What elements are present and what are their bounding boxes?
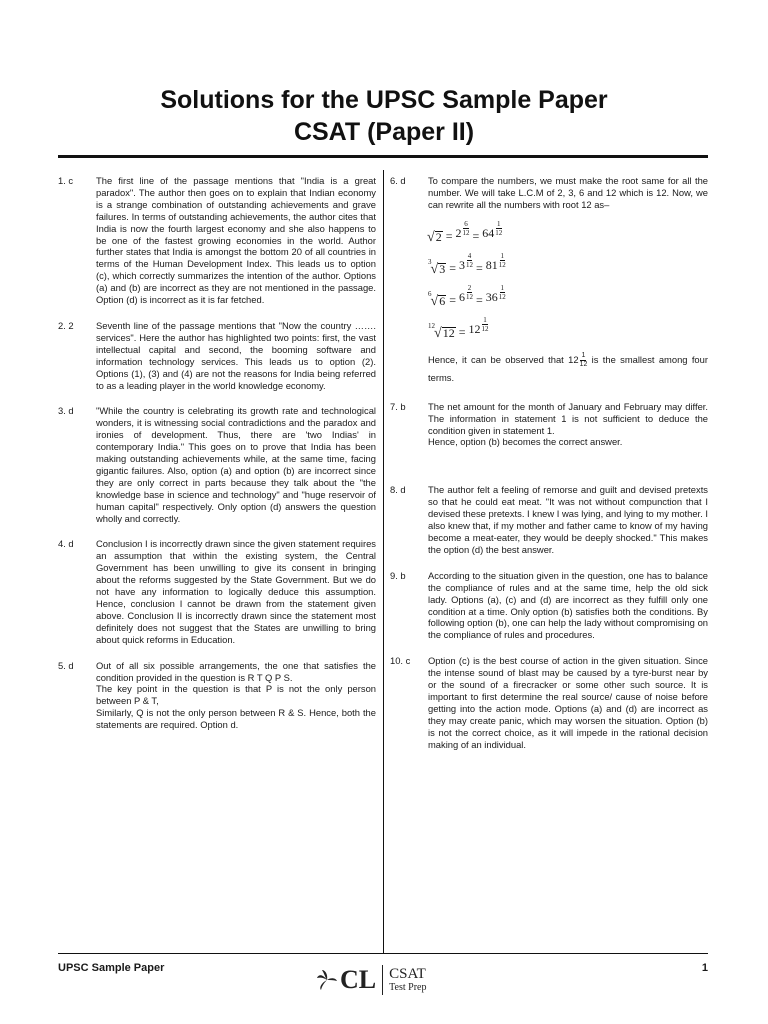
answer-number: 2. 2 [58,319,74,331]
answer-text: Similarly, Q is not the only person between R & S. Hence, both the statements are required. Option d. [96,707,376,731]
logo-csat: CSAT [389,966,426,982]
answer-number: 1. c [58,175,74,186]
answer-text: "While the country is celebrating its growth rate and technological wonders, it is witnessing social contradictions and the paradox and ironies of development. Thus, there are 'two Indias' in contemporary India." This goes on to prove that India has been making outstanding achievements while, at the same time, facing gigantic failures. Also, option (a) and option (b) are incorrect since they are only correct in parts because they talk about the "the knowledge base in science and technology" and "huge reservoir of human capital" respectively. Only option (d) answers the question wholly and correctly. [96,405,376,524]
answer-text: Hence, it can be observed that 12 $\frac{1}{12}$ is the smallest among four terms. [428,351,708,383]
footer-divider [58,953,708,954]
answer-text: According to the situation given in the question, one has to balance the compliance of rules and at the same time, help the old sick lady. Options (a), (c) and (d) are incorrect as they fulfill only one condition at a time. Only option (b) satisfies both the conditions. By following option (b), one can help the lady without compromising on the compliance of rules and procedures. [428,569,708,641]
answer-item [390,570,708,641]
brand-logo [316,964,426,996]
answer-item [58,660,376,731]
page-number: 1 [701,962,708,974]
equation-row: √ 2 = 2 $\frac{6}{12}$ = 64 $\frac{1}{12}$ [427,220,503,246]
top-divider [58,155,708,158]
answer-item [390,175,708,387]
right-column [390,175,708,764]
answer-number: 7. b [390,400,406,412]
answer-number: 5. d [58,659,74,671]
left-column [58,175,376,745]
logo-separator [382,965,383,995]
answer-text: Out of all six possible arrangements, the one that satisfies the condition provided in the question is R T Q P S. [96,659,376,683]
equation-row: 3 √ 3 = 3 $\frac{4}{12}$ = 81 $\frac{1}{12}$ [428,252,506,278]
answer-number: 8. d [390,484,406,496]
answer-text: The first line of the passage mentions that "India is a great paradox". The author then goes on to explain that Indian economy is a strange combination of outstanding achievements and grave failures. In terms of outstanding achievements, the author cites that India is now the fourth largest economy and she also happens to be one of the fastest growing economies in the world. Author further states that India is amongst the bottom 20 of all countries in terms of the Human Development Index. This leads us to option (c), which correctly summarizes the intention of the author. Options (a) and (b) are incorrect as they are not mentioned in the passage. Option (d) is incorrect as it is far fetched. [96,175,376,306]
page-title [0,84,768,148]
answer-text: The author felt a feeling of remorse and guilt and devised pretexts so that he could eat meat. "It was not without compunction that I devised these pretexts. I knew I was lying, and lying to my mother. I also knew that, if my mother and father came to know of my having become a meat-eater, they would be deeply shocked." This makes the option (d) the best answer. [428,484,708,555]
answer-item [390,401,708,449]
title-line-1: Solutions for the UPSC Sample Paper [160,86,608,114]
answer-number: 10. c [390,655,411,667]
equation-row: 12 √ 12 = 12 $\frac{1}{12}$ [428,316,489,342]
answer-text: Conclusion I is incorrectly drawn since the given statement requires an assumption that within the existing system, the Central Government has been unwilling to give its consent in bringing about the reforms suggested by the State Government. But we do not have any information to logically deduce this assumption. Hence, conclusion I cannot be drawn from the statement given above. Conclusion II is incorrectly drawn since the statement most definitely does not suggest that the States are unwilling to bring about quick reforms in Education. [96,538,376,645]
answer-item [58,320,376,391]
answer-number: 4. d [58,538,74,550]
answer-number: 3. d [58,405,74,417]
equation-row: 6 √ 6 = 6 $\frac{2}{12}$ = 36 $\frac{1}{12}$ [428,284,506,310]
answer-text: Hence, option (b) becomes the correct answer. [428,436,623,448]
answer-text: Option (c) is the best course of action in the given situation. Since the intense sound of blast may be caused by a tyre-burst near by or the sound of a firecracker or some other such source. It is important to first determine the real source/ cause of noise before getting into the action mode. Options (a) and (d) are incorrect as they may create panic, which may worsen the situation. Option (b) is not the correct choice, as it will impede in the rational decision making of an individual. [428,655,708,750]
answer-item [390,484,708,555]
answer-text: To compare the numbers, we must make the root same for all the number. We will take L.C.M of 2, 3, 6 and 12 which is 12. Now, we can rewrite all the numbers with root 12 as– [428,175,708,210]
answer-item [58,538,376,645]
leaf-icon [316,969,338,991]
title-line-2: CSAT (Paper II) [293,118,475,146]
logo-subtitle: Test Prep [389,982,427,993]
radical-equations [428,221,708,349]
answer-text: Seventh line of the passage mentions that "Now the country ……. services". Here the author has highlighted two points: first, the vast intellectual capital and second, the booming software and information technology services. This leads us to option (2). Options (1), (3) and (4) are not the reasons for India being referred to as a leading player in the world knowledge economy. [96,319,376,391]
answer-item [390,655,708,750]
answer-text: The key point in the question is that P is not the only person between P & T, [96,683,376,707]
column-divider [383,170,384,953]
answer-item [58,405,376,524]
logo-text: CL [340,965,377,994]
footer-title: UPSC Sample Paper [58,962,165,974]
answer-number: 9. b [390,569,406,581]
answer-number: 6. d [390,175,406,186]
answer-item [58,175,376,306]
answer-text: The net amount for the month of January and February may differ. The information in statement 1 is not sufficient to deduce the condition given in statement 1. [428,400,708,436]
